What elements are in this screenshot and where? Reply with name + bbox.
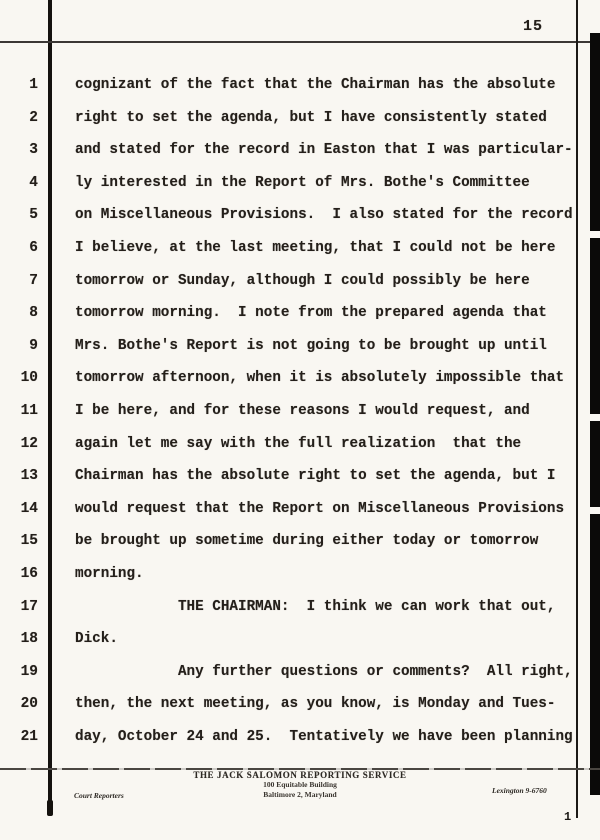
transcript-line — [0, 598, 585, 631]
footer-court-reporters-label: Court Reporters — [74, 791, 124, 800]
transcript-line — [0, 565, 585, 598]
transcript-body — [0, 76, 585, 760]
line-number: 6 — [29, 239, 38, 256]
line-text: Mrs. Bothe's Report is not going to be brought up until — [75, 337, 547, 354]
line-text: I believe, at the last meeting, that I could not be here — [75, 239, 556, 256]
line-number: 8 — [29, 305, 38, 322]
transcript-line — [0, 435, 585, 468]
line-number: 14 — [20, 500, 38, 517]
line-number: 12 — [20, 435, 38, 452]
line-text: tomorrow or Sunday, although I could possibly be here — [75, 272, 530, 289]
line-text: morning. — [75, 565, 144, 582]
page-number: 15 — [523, 18, 544, 35]
line-number: 19 — [20, 663, 38, 680]
footer-address-line2: Baltimore 2, Maryland — [263, 789, 337, 799]
line-text: again let me say with the full realization that the — [75, 435, 522, 452]
line-text: THE CHAIRMAN: I think we can work that out, — [75, 598, 556, 615]
line-number: 16 — [20, 565, 38, 582]
transcript-line — [0, 467, 585, 500]
line-number: 2 — [29, 109, 38, 126]
transcript-line — [0, 174, 585, 207]
scan-edge-band — [590, 514, 600, 795]
transcript-line — [0, 500, 585, 533]
transcript-line — [0, 109, 585, 142]
footer-address-line1: 100 Equitable Building — [263, 780, 337, 789]
top-rule — [0, 41, 600, 43]
transcript-line — [0, 695, 585, 728]
footer-center-block — [120, 770, 480, 799]
line-number: 21 — [20, 728, 38, 745]
transcript-line — [0, 402, 585, 435]
line-text: Chairman has the absolute right to set the agenda, but I — [75, 468, 556, 485]
transcript-line — [0, 141, 585, 174]
line-number: 1 — [29, 77, 38, 93]
line-number: 11 — [20, 402, 38, 419]
transcript-line — [0, 239, 585, 272]
transcript-line — [0, 369, 585, 402]
line-text: ly interested in the Report of Mrs. Bothe's Committee — [75, 174, 530, 191]
line-text: day, October 24 and 25. Tentatively we have been planning — [75, 728, 573, 745]
line-text: Any further questions or comments? All right, — [75, 663, 573, 680]
scan-edge-band — [590, 238, 600, 414]
line-text: tomorrow morning. I note from the prepared agenda that — [75, 305, 547, 322]
line-number: 15 — [20, 533, 38, 550]
transcript-line — [0, 630, 585, 663]
line-number: 20 — [20, 696, 38, 713]
line-text: Dick. — [75, 631, 118, 648]
line-number: 13 — [20, 468, 38, 485]
transcript-line — [0, 272, 585, 305]
transcript-line — [0, 532, 585, 565]
transcript-line — [0, 304, 585, 337]
reporting-service-name: THE JACK SALOMON REPORTING SERVICE — [193, 770, 407, 780]
bottom-page-mark: 1 — [564, 810, 572, 824]
scan-edge-band — [590, 33, 600, 231]
transcript-line — [0, 76, 585, 109]
footer-phone-label: Lexington 9-6760 — [492, 786, 547, 795]
line-text: would request that the Report on Miscellaneous Provisions — [75, 500, 565, 517]
line-text: be brought up sometime during either today or tomorrow — [75, 533, 539, 550]
line-text: and stated for the record in Easton that I was particular- — [75, 142, 573, 159]
line-number: 5 — [29, 207, 38, 224]
line-number: 4 — [29, 174, 38, 191]
left-margin-rule-end — [47, 800, 53, 816]
line-text: I be here, and for these reasons I would request, and — [75, 402, 530, 419]
transcript-line — [0, 728, 585, 761]
line-number: 18 — [20, 631, 38, 648]
line-number: 9 — [29, 337, 38, 354]
line-text: cognizant of the fact that the Chairman has the absolute — [75, 77, 556, 93]
line-number: 3 — [29, 142, 38, 159]
transcript-line — [0, 206, 585, 239]
line-number: 17 — [20, 598, 38, 615]
transcript-line — [0, 663, 585, 696]
line-number: 7 — [29, 272, 38, 289]
line-text: right to set the agenda, but I have consistently stated — [75, 109, 547, 126]
line-number: 10 — [20, 370, 38, 387]
line-text: tomorrow afternoon, when it is absolutely impossible that — [75, 370, 565, 387]
scan-edge-band — [590, 421, 600, 507]
line-text: then, the next meeting, as you know, is Monday and Tues- — [75, 696, 556, 713]
transcript-line — [0, 337, 585, 370]
line-text: on Miscellaneous Provisions. I also stated for the record — [75, 207, 573, 224]
